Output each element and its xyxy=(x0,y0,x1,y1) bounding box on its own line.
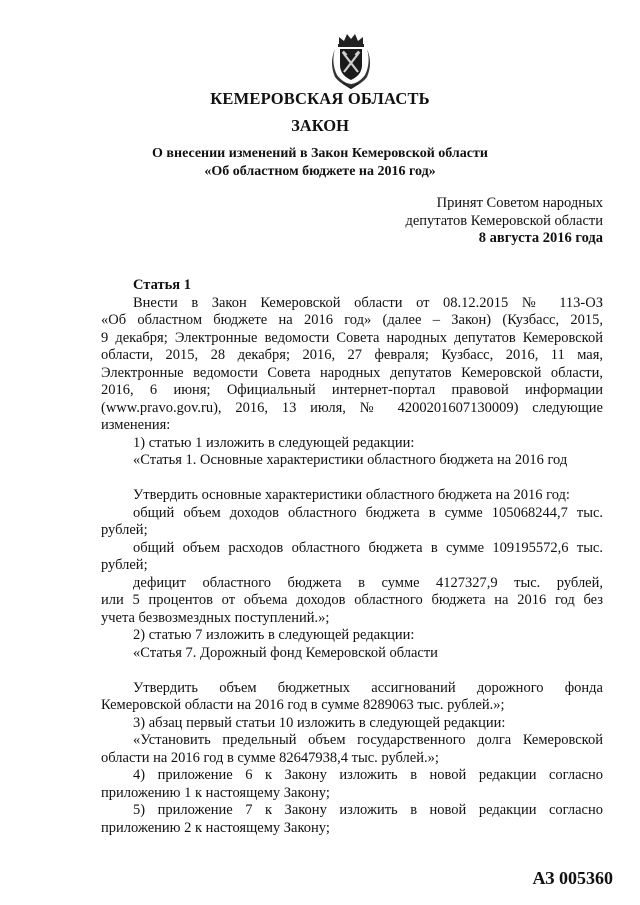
text-line: «Статья 7. Дорожный фонд Кемеровской области xyxy=(133,644,438,661)
text-line: Электронные ведомости Совета народных депутатов Кемеровской области, xyxy=(101,364,603,381)
sheet-number: АЗ 005360 xyxy=(532,868,613,888)
text-line: Утвердить объем бюджетных ассигнований дорожного фонда xyxy=(133,679,603,696)
text-line: 1) статью 1 изложить в следующей редакции: xyxy=(133,434,415,451)
text-line: или 5 процентов от объема доходов областного бюджета на 2016 год без xyxy=(101,592,603,608)
text-line: рублей; xyxy=(101,522,148,538)
article-text xyxy=(101,295,603,838)
adoption-date: 8 августа 2016 года xyxy=(478,230,603,246)
text-line: Кемеровской области на 2016 год в сумме 8289063 тыс. рублей.»; xyxy=(101,697,505,713)
text-line: «Об областном бюджете на 2016 год» (далее – Закон) (Кузбасс, 2015, xyxy=(101,312,603,328)
adoption-info xyxy=(405,195,603,248)
text-line: области на 2016 год в сумме 82647938,4 тыс. рублей.»; xyxy=(101,749,439,766)
text-line: области, 2015, 28 декабря; 2016, 27 февраля; Кузбасс, 2016, 11 мая, xyxy=(101,347,603,363)
article-body xyxy=(101,277,603,837)
text-line: общий объем доходов областного бюджета в сумме 105068244,7 тыс. xyxy=(133,504,603,521)
article-heading: Статья 1 xyxy=(133,277,191,293)
text-line: (www.pravo.gov.ru), 2016, 13 июля, № 4200201607130009) следующие xyxy=(101,399,603,416)
text-line: общий объем расходов областного бюджета в сумме 109195572,6 тыс. xyxy=(133,539,603,556)
text-line: «Статья 1. Основные характеристики областного бюджета на 2016 год xyxy=(133,452,568,468)
text-line: 4) приложение 6 к Закону изложить в новой редакции согласно xyxy=(133,767,603,783)
document-type: ЗАКОН xyxy=(291,116,349,135)
text-line: дефицит областного бюджета в сумме 4127327,9 тыс. рублей, xyxy=(133,574,603,591)
region-title: КЕМЕРОВСКАЯ ОБЛАСТЬ xyxy=(210,89,430,108)
text-line: 3) абзац первый статьи 10 изложить в следующей редакции: xyxy=(133,714,506,731)
blank-line xyxy=(101,662,603,680)
text-line: 2016, 6 июня; Официальный интернет-портал правовой информации xyxy=(101,382,603,398)
adoption-line-1: Принят Советом народных xyxy=(436,195,603,211)
text-line: Утвердить основные характеристики областного бюджета на 2016 год: xyxy=(133,487,570,503)
text-line: приложению 1 к настоящему Закону; xyxy=(101,784,330,801)
text-line: изменения: xyxy=(101,417,171,433)
text-line: рублей; xyxy=(101,557,148,573)
text-line: Внести в Закон Кемеровской области от 08.12.2015 № 113-ОЗ xyxy=(133,294,603,311)
text-line: 5) приложение 7 к Закону изложить в новой редакции согласно xyxy=(133,802,603,818)
text-line: «Установить предельный объем государственного долга Кемеровской xyxy=(133,732,603,748)
law-title xyxy=(0,145,640,181)
text-line: 2) статью 7 изложить в следующей редакции: xyxy=(133,627,415,643)
blank-line xyxy=(101,470,603,488)
law-title-line-1: О внесении изменений в Закон Кемеровской области xyxy=(152,146,488,161)
coat-of-arms-icon xyxy=(327,33,375,89)
text-line: учета безвозмездных поступлений.»; xyxy=(101,609,330,626)
law-title-line-2: «Об областном бюджете на 2016 год» xyxy=(204,164,436,179)
text-line: приложению 2 к настоящему Закону; xyxy=(101,819,330,836)
text-line: 9 декабря; Электронные ведомости Совета народных депутатов Кемеровской xyxy=(101,329,603,346)
adoption-line-2: депутатов Кемеровской области xyxy=(405,212,603,229)
